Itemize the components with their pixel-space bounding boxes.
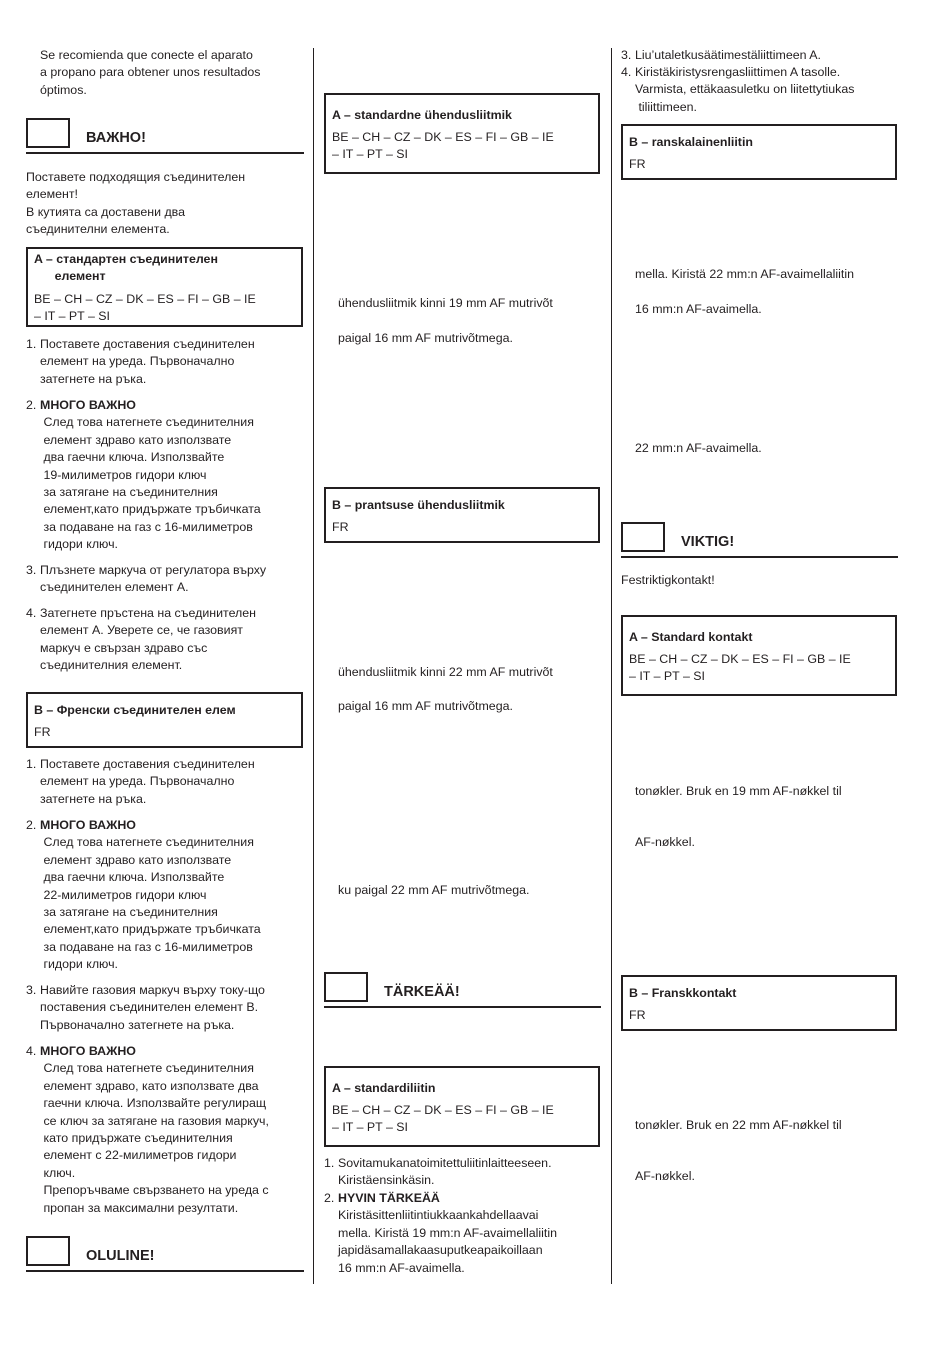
- connector-box-b-no: [621, 975, 897, 1031]
- list-number: 4.: [621, 65, 632, 79]
- warning-title: TÄRKEÄÄ!: [384, 984, 460, 1000]
- list-number: 2.: [324, 1191, 335, 1205]
- connector-box-b-et: [324, 487, 600, 543]
- list-text: Навийте газовия маркуч върху току-що поставения съединителен елемент B. Първоначално затегнете на ръка.: [40, 983, 265, 1032]
- warning-symbol-box: [26, 1236, 70, 1266]
- list-text: Поставете доставения съединителен елемент на уреда. Първоначално затегнете на ръка.: [40, 337, 255, 386]
- text-fragment: paigal 16 mm AF mutrivõtmega.: [338, 331, 513, 345]
- text-fragment: ühendusliitmik kinni 22 mm AF mutrivõt: [338, 665, 553, 679]
- text-fragment: 22 mm:n AF-avaimella.: [635, 441, 762, 455]
- connector-box-title: A – стандартен съединителен елемент: [34, 252, 218, 284]
- list-number: 4.: [26, 606, 37, 620]
- connector-box-title: A – standardiliitin: [332, 1081, 436, 1095]
- column-divider-1: [313, 48, 314, 1284]
- list-number: 3.: [621, 48, 632, 62]
- text-fragment: 16 mm:n AF-avaimella.: [635, 302, 762, 316]
- list-text: Liu’utaletkusäätimestäliittimeen A.: [635, 48, 821, 62]
- list-heading: МНОГО ВАЖНО: [40, 1044, 136, 1058]
- warning-title: OLULINE!: [86, 1248, 155, 1264]
- connector-box-title: B – ranskalainenliitin: [629, 135, 753, 149]
- warning-text: Поставете подходящия съединителен елемент! В кутията са доставени два съединителни елемента.: [26, 170, 246, 237]
- text-fragment: tonøkler. Bruk en 22 mm AF-nøkkel til: [635, 1118, 842, 1132]
- text-fragment: tonøkler. Bruk en 19 mm AF-nøkkel til: [635, 784, 842, 798]
- warning-header-tarkeaa: [324, 972, 601, 1008]
- list-text: След това натегнете съединителния елемент здраво като използвате два гаечни ключа. Използвайте 19-милиметров гидори ключ за затягане на съединителния елемент,като придържате тръбичката за подаване на газ с 16-милиметров гидори ключ.: [43, 415, 261, 552]
- list-heading: МНОГО ВАЖНО: [40, 398, 136, 412]
- list-heading: МНОГО ВАЖНО: [40, 818, 136, 832]
- connector-box-b-fi: [621, 124, 897, 180]
- connector-box-title: B – prantsuse ühendusliitmik: [332, 498, 505, 512]
- list-number: 3.: [26, 983, 37, 997]
- warning-symbol-box: [26, 118, 70, 148]
- list-text: След това натегнете съединителния елемент здраво като използвате два гаечни ключа. Използвайте 22-милиметров гидори ключ за затягане на съединителния елемент,като придържате тръбичката за подаване на газ с 16-милиметров гидори ключ.: [43, 835, 261, 972]
- text-fragment: AF-nøkkel.: [635, 835, 695, 849]
- connector-box-title: B – Franskkontakt: [629, 986, 737, 1000]
- list-number: 1.: [324, 1156, 335, 1170]
- list-number: 1.: [26, 757, 37, 771]
- list-text: Kiristäsittenliitintiukkaankahdellaavai mella. Kiristä 19 mm:n AF-avaimellaliitin japidäsamallakaasuputkeapaikoillaan 16 mm:n AF-avaimella.: [338, 1208, 557, 1275]
- text-fragment: ku paigal 22 mm AF mutrivõtmega.: [338, 883, 530, 897]
- list-heading: HYVIN TÄRKEÄÄ: [338, 1191, 440, 1205]
- connector-box-countries: FR: [34, 725, 51, 739]
- connector-box-a-et: [324, 93, 600, 174]
- warning-header-viktig: [621, 522, 898, 558]
- connector-box-b: [26, 692, 303, 748]
- connector-box-a-no: [621, 615, 897, 696]
- warning-header-oluline: [26, 1236, 304, 1272]
- list-text: Kiristäkiristysrengasliittimen A tasolle. Varmista, ettäkaasuletku on liitettytiukas tiliittimeen.: [635, 65, 855, 114]
- list-text: Поставете доставения съединителен елемент на уреда. Първоначално затегнете на ръка.: [40, 757, 255, 806]
- connector-box-countries: BE – CH – CZ – DK – ES – FI – GB – IE – IT – PT – SI: [332, 130, 554, 162]
- list-text: Затегнете пръстена на съединителен елемент A. Уверете се, че газовият маркуч е свързан здраво със съединителния елемент.: [40, 606, 257, 673]
- connector-box-title: A – standardne ühendusliitmik: [332, 108, 512, 122]
- list-text: Плъзнете маркуча от регулатора върху съединителен елемент A.: [40, 563, 267, 595]
- list-number: 2.: [26, 818, 37, 832]
- connector-box-countries: FR: [629, 157, 646, 171]
- warning-header-vazhno: [26, 118, 304, 154]
- warning-text: Festriktigkontakt!: [621, 573, 715, 587]
- text-fragment: paigal 16 mm AF mutrivõtmega.: [338, 699, 513, 713]
- list-number: 2.: [26, 398, 37, 412]
- list-text: Sovitamukanatoimitettuliitinlaitteeseen. Kiristäensinkäsin.: [338, 1156, 552, 1188]
- connector-box-title: B – Френски съединителен елем: [34, 703, 236, 717]
- column-divider-2: [611, 48, 612, 1284]
- connector-box-countries: BE – CH – CZ – DK – ES – FI – GB – IE – IT – PT – SI: [332, 1103, 554, 1135]
- list-number: 1.: [26, 337, 37, 351]
- connector-box-a: [26, 247, 303, 327]
- text-fragment: ühendusliitmik kinni 19 mm AF mutrivõt: [338, 296, 553, 310]
- text-fragment: AF-nøkkel.: [635, 1169, 695, 1183]
- warning-symbol-box: [324, 972, 368, 1002]
- warning-title: ВАЖНО!: [86, 130, 146, 146]
- connector-box-a-fi: [324, 1066, 600, 1147]
- connector-box-title: A – Standard kontakt: [629, 630, 753, 644]
- list-number: 4.: [26, 1044, 37, 1058]
- connector-box-countries: BE – CH – CZ – DK – ES – FI – GB – IE – IT – PT – SI: [34, 292, 256, 324]
- list-text: След това натегнете съединителния елемент здраво, като използвате два гаечни ключа. Използвайте регулиращ се ключ за затягане на газовия маркуч, като придържате съединителния елемент с 22-милиметров гидори ключ. Препоръчваме свързването на уреда с пропан за максимални резултати.: [43, 1061, 269, 1215]
- connector-box-countries: BE – CH – CZ – DK – ES – FI – GB – IE – IT – PT – SI: [629, 652, 851, 684]
- intro-text: Se recomienda que conecte el aparato a propano para obtener unos resultados óptimos.: [40, 48, 261, 97]
- warning-title: VIKTIG!: [681, 534, 735, 550]
- warning-symbol-box: [621, 522, 665, 552]
- text-fragment: mella. Kiristä 22 mm:n AF-avaimellaliitin: [635, 267, 854, 281]
- connector-box-countries: FR: [629, 1008, 646, 1022]
- list-number: 3.: [26, 563, 37, 577]
- connector-box-countries: FR: [332, 520, 349, 534]
